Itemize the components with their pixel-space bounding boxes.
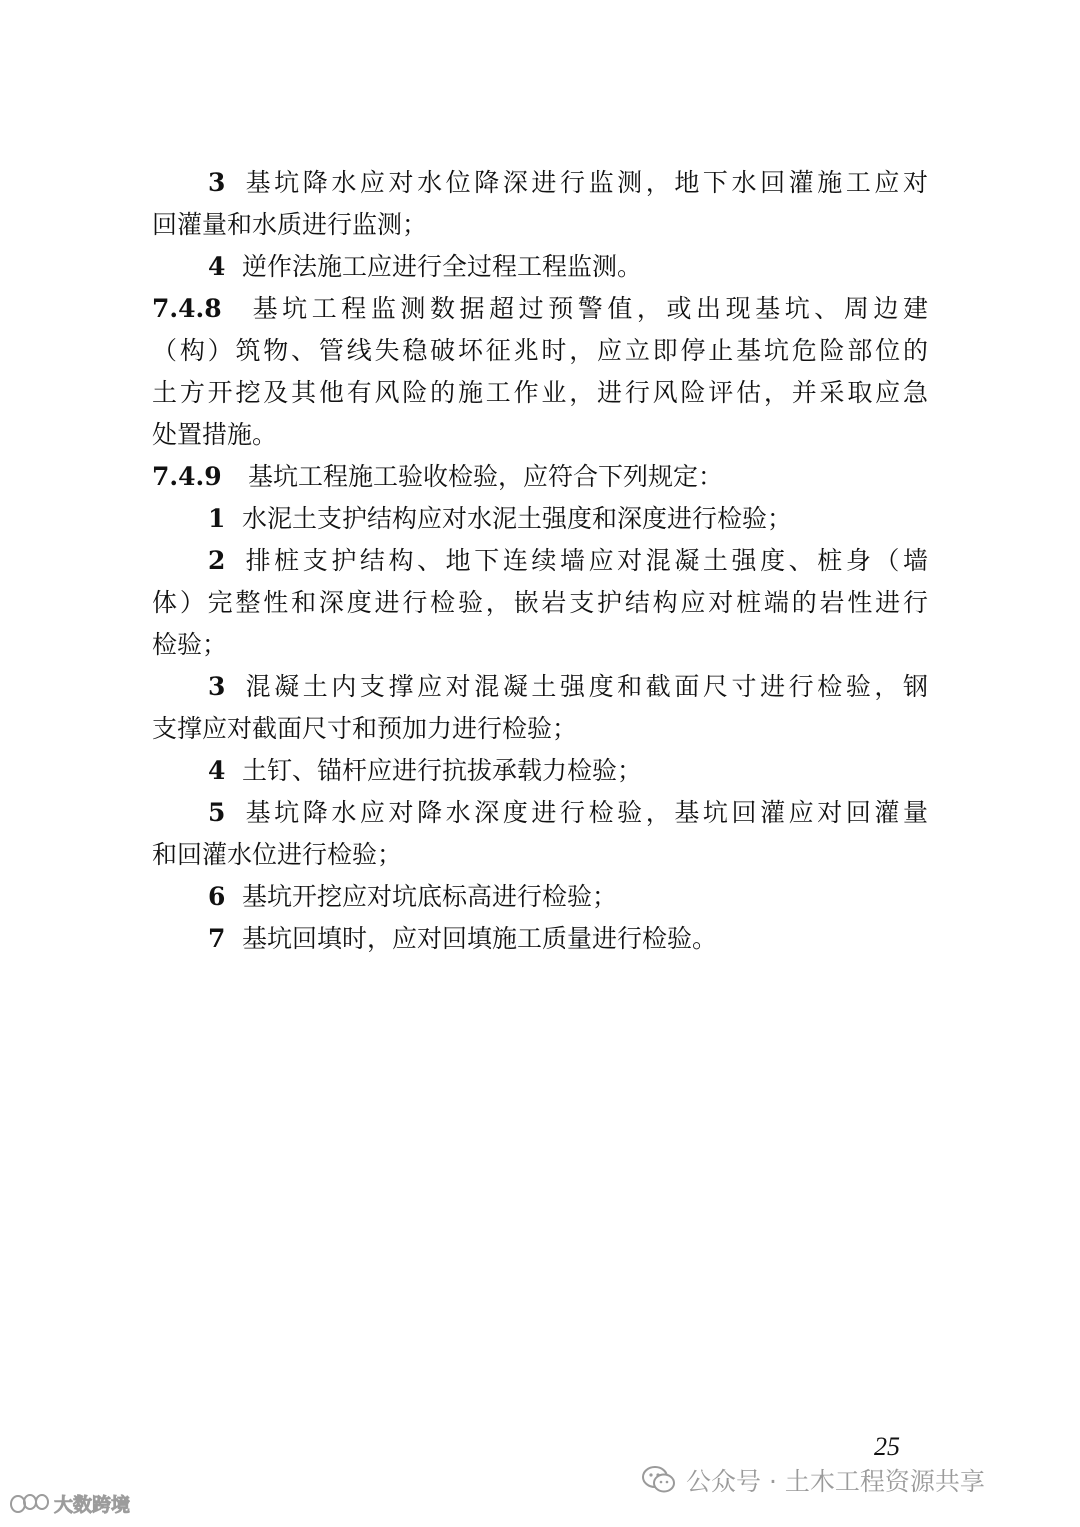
line-text: 支撑应对截面尺寸和预加力进行检验； — [152, 714, 578, 743]
watermark-text: 公众号 · 土木工程资源共享 — [686, 1467, 985, 1496]
list-item — [152, 750, 928, 792]
item-text: 混凝土内支撑应对混凝土强度和截面尺寸进行检验，钢 — [242, 672, 928, 701]
line-text: 土方开挖及其他有风险的施工作业，进行风险评估，并采取应急 — [152, 378, 928, 407]
line-text: （构）筑物、管线失稳破坏征兆时，应立即停止基坑危险部位的 — [152, 336, 928, 365]
corner-logo — [8, 1490, 130, 1517]
body-text — [152, 162, 928, 960]
continuation-line — [152, 414, 928, 456]
list-item — [152, 246, 928, 288]
line-text: 和回灌水位进行检验； — [152, 840, 403, 869]
wechat-icon — [642, 1465, 676, 1495]
continuation-line — [152, 330, 928, 372]
item-text: 基坑回填时，应对回填施工质量进行检验。 — [242, 924, 718, 953]
item-number: 1 — [208, 504, 226, 533]
continuation-line — [152, 372, 928, 414]
item-number: 4 — [208, 756, 226, 785]
chain-link-icon — [8, 1492, 52, 1516]
page-number: 25 — [874, 1432, 900, 1461]
item-number: 6 — [208, 882, 226, 911]
line-text: 处置措施。 — [152, 420, 278, 449]
item-text: 逆作法施工应进行全过程工程监测。 — [242, 252, 643, 281]
line-text: 检验； — [152, 630, 228, 659]
wechat-watermark — [642, 1462, 985, 1498]
item-text: 基坑降水应对水位降深进行监测，地下水回灌施工应对 — [242, 168, 928, 197]
item-number: 3 — [208, 168, 226, 197]
item-text: 基坑降水应对降水深度进行检验，基坑回灌应对回灌量 — [242, 798, 928, 827]
item-text: 排桩支护结构、地下连续墙应对混凝土强度、桩身（墙 — [242, 546, 928, 575]
line-text: 回灌量和水质进行监测； — [152, 210, 428, 239]
list-item — [152, 162, 928, 204]
item-number: 7 — [208, 924, 226, 953]
item-number: 5 — [208, 798, 226, 827]
clause-heading — [152, 288, 928, 330]
line-text: 体）完整性和深度进行检验，嵌岩支护结构应对桩端的岩性进行 — [152, 588, 928, 617]
corner-logo-text: 大数跨境 — [54, 1494, 131, 1516]
clause-text: 基坑工程施工验收检验，应符合下列规定： — [248, 462, 724, 491]
continuation-line — [152, 708, 928, 750]
item-text: 水泥土支护结构应对水泥土强度和深度进行检验； — [242, 504, 793, 533]
item-number: 4 — [208, 252, 226, 281]
continuation-line — [152, 204, 928, 246]
clause-heading — [152, 456, 928, 498]
item-number: 2 — [208, 546, 226, 575]
list-item — [152, 498, 928, 540]
continuation-line — [152, 624, 928, 666]
clause-text: 基坑工程监测数据超过预警值，或出现基坑、周边建 — [248, 294, 928, 323]
item-number: 3 — [208, 672, 226, 701]
item-text: 土钉、锚杆应进行抗拔承载力检验； — [242, 756, 643, 785]
clause-number: 7.4.8 — [152, 294, 222, 323]
continuation-line — [152, 582, 928, 624]
item-text: 基坑开挖应对坑底标高进行检验； — [242, 882, 618, 911]
list-item — [152, 540, 928, 582]
list-item — [152, 792, 928, 834]
list-item — [152, 666, 928, 708]
list-item — [152, 918, 928, 960]
clause-number: 7.4.9 — [152, 462, 222, 491]
continuation-line — [152, 834, 928, 876]
list-item — [152, 876, 928, 918]
